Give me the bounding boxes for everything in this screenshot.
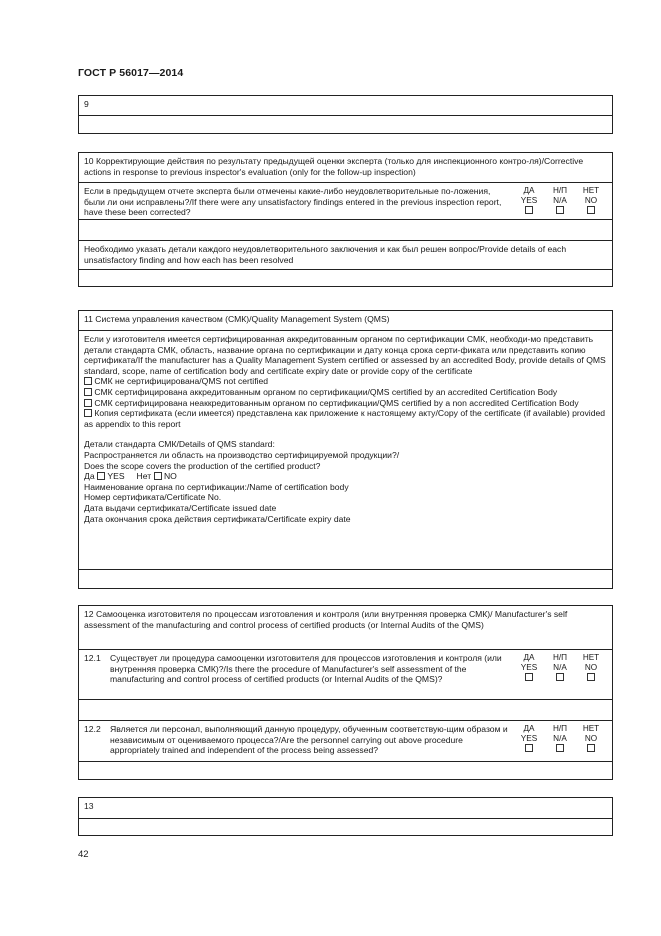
section-11-answer-field[interactable] xyxy=(79,569,612,588)
section-9-title: 9 xyxy=(84,99,89,109)
q12-1-answer-field[interactable] xyxy=(79,699,612,720)
q12-1-number: 12.1 xyxy=(84,653,101,663)
section-10-question-row xyxy=(79,182,612,219)
section-11-body xyxy=(79,330,612,569)
section-11-title: 11 Система управления качеством (СМК)/Quality Management System (QMS) xyxy=(84,314,390,324)
qms-details-title: Детали стандарта СМК/Details of QMS standard: xyxy=(84,439,275,450)
document-code: ГОСТ Р 56017—2014 xyxy=(78,67,184,79)
page-number: 42 xyxy=(78,849,89,860)
section-10-title: 10 Корректирующие действия по результату предыдущей оценки эксперта (только для инспекционного контро-ля)/Corrective actions in response to previous inspector's evaluation (only for the follow-up inspection) xyxy=(84,156,584,177)
section-11-intro: Если у изготовителя имеется сертифицированная аккредитованным органом по сертификации СМК, необходи-мо представить детали стандарта СМК, область, название органа по сертификации и дату конца срока серти-фиката или представить копию сертификата/If the manufacturer has a Quality Management System certified or assessed by an accredited Body, provide details of QMS standard, scope, name of certification body and certificate expiry date or provide copy of the certificate xyxy=(84,334,606,376)
qms-option-3 xyxy=(84,398,607,409)
q12-1-no-checkbox[interactable] xyxy=(587,673,595,681)
section-13-table xyxy=(78,797,613,836)
q12-1-options xyxy=(515,653,607,697)
no-en-label: NO xyxy=(584,662,598,672)
q12-1-yes-checkbox[interactable] xyxy=(525,673,533,681)
qms-non-accredited-checkbox[interactable] xyxy=(84,399,92,407)
q12-2-answer-field[interactable] xyxy=(79,761,612,779)
section-12-2-row xyxy=(79,720,612,761)
qms-option-2 xyxy=(84,387,607,398)
na-label: Н/П xyxy=(552,724,568,733)
q12-1-na-checkbox[interactable] xyxy=(556,673,564,681)
scope-no-checkbox[interactable] xyxy=(154,472,162,480)
na-label: Н/П xyxy=(552,186,568,195)
q12-2-text: Является ли персонал, выполняющий данную процедуру, обученным соответствую-щим образом и независимым от оцениваемого процесса?/Are the personnel carrying out above procedure appropriately trained and independent of the process being assessed? xyxy=(110,724,508,756)
section-9-answer-field[interactable] xyxy=(79,115,612,133)
scope-question-en: Does the scope covers the production of the certified product? xyxy=(84,460,321,471)
qms-option-2-label: СМК сертифицирована аккредитованным органом по сертификации/QMS certified by an accredited Certification Body xyxy=(94,386,558,397)
section-13-answer-field[interactable] xyxy=(79,818,612,835)
qms-accredited-checkbox[interactable] xyxy=(84,388,92,396)
na-en-label: N/A xyxy=(553,662,567,672)
q12-2-no-checkbox[interactable] xyxy=(587,744,595,752)
qms-option-4-label: Копия сертификата (если имеется) представлена как приложение к настоящему акту/Copy of the certificate (if available) provided as appendix to this report xyxy=(84,408,606,429)
certificate-copy-checkbox[interactable] xyxy=(84,409,92,417)
scope-question-ru: Распространяется ли область на производство сертифицируемой продукции?/ xyxy=(84,449,400,460)
qms-option-1-label: СМК не сертифицирована/QMS not certified xyxy=(94,376,269,387)
yes-en-label: YES xyxy=(520,733,538,743)
qms-option-4 xyxy=(84,408,607,429)
section-12-1-row xyxy=(79,649,612,699)
section-10-table xyxy=(78,152,613,287)
scope-yes-label: Да xyxy=(84,471,95,482)
section-10-question: Если в предыдущем отчете эксперта были отмечены какие-либо неудовлетворительные по-ложения, были ли они исправлены?/If there were any unsatisfactory findings entered in the previous inspection report, have these been corrected? xyxy=(84,186,502,218)
section-10-options xyxy=(515,186,607,217)
na-en-label: N/A xyxy=(553,733,567,743)
na-label: Н/П xyxy=(552,653,568,662)
no-label: НЕТ xyxy=(582,186,600,195)
no-en-label: NO xyxy=(584,733,598,743)
section-9-table xyxy=(78,95,613,134)
cert-body-label: Наименование органа по сертификации:/Name of certification body xyxy=(84,481,349,492)
yes-label: ДА xyxy=(523,724,535,733)
qms-option-1 xyxy=(84,376,607,387)
q12-2-na-checkbox[interactable] xyxy=(556,744,564,752)
na-en-label: N/A xyxy=(553,195,567,205)
section-10-answer-field[interactable] xyxy=(79,219,612,240)
section-11-table xyxy=(78,310,613,589)
q12-1-text: Существует ли процедура самооценки изготовителя для процессов изготовления и контроля (или внутренняя проверка СМК)?/Is there the procedure of Manufacturer's self assessment of the manufacturing and control process of certified products (or Internal Audits of the QMS)? xyxy=(110,653,502,685)
no-label: НЕТ xyxy=(582,724,600,733)
q12-2-yes-checkbox[interactable] xyxy=(525,744,533,752)
section-10-no-checkbox[interactable] xyxy=(587,206,595,214)
no-label: НЕТ xyxy=(582,653,600,662)
scope-yes-en-label: YES xyxy=(107,471,125,482)
section-13-title: 13 xyxy=(84,801,94,811)
no-en-label: NO xyxy=(584,195,598,205)
cert-number-label: Номер сертификата/Certificate No. xyxy=(84,492,222,503)
cert-expiry-label: Дата окончания срока действия сертификата/Certificate expiry date xyxy=(84,513,351,524)
section-12-title: 12 Самооценка изготовителя по процессам изготовления и контроля (или внутренняя проверка СМК)/ Manufacturer's self assessment of the manufacturing and control process of certified products (or Internal Audits of the QMS) xyxy=(84,609,568,630)
q12-2-number: 12.2 xyxy=(84,724,101,734)
section-12-table xyxy=(78,605,613,780)
scope-no-en-label: NO xyxy=(163,471,177,482)
section-10-details-label: Необходимо указать детали каждого неудовлетворительного заключения и как был решен вопрос/Provide details of each unsatisfactory finding and how each has been resolved xyxy=(79,240,612,269)
yes-label: ДА xyxy=(523,653,535,662)
scope-answer xyxy=(84,471,607,482)
cert-issued-label: Дата выдачи сертификата/Certificate issued date xyxy=(84,502,277,513)
q12-2-options xyxy=(515,724,607,759)
yes-en-label: YES xyxy=(520,662,538,672)
yes-en-label: YES xyxy=(520,195,538,205)
yes-label: ДА xyxy=(523,186,535,195)
scope-no-label: Нет xyxy=(136,471,152,482)
section-10-details-field[interactable] xyxy=(79,269,612,286)
qms-option-3-label: СМК сертифицирована неаккредитованным органом по сертификации/QMS certified by a non accredited Certification Body xyxy=(94,397,579,408)
section-10-na-checkbox[interactable] xyxy=(556,206,564,214)
qms-not-certified-checkbox[interactable] xyxy=(84,377,92,385)
scope-yes-checkbox[interactable] xyxy=(97,472,105,480)
section-10-yes-checkbox[interactable] xyxy=(525,206,533,214)
